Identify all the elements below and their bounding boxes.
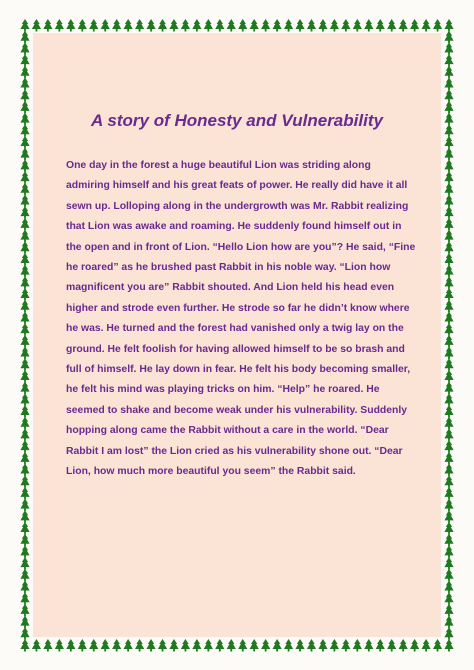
pine-tree-icon — [20, 475, 29, 488]
pine-tree-icon — [353, 639, 362, 652]
pine-tree-icon — [444, 136, 453, 149]
pine-tree-icon — [284, 639, 293, 652]
pine-tree-icon — [295, 639, 304, 652]
pine-tree-icon — [364, 639, 373, 652]
pine-tree-icon — [444, 265, 453, 278]
pine-tree-icon — [444, 89, 453, 102]
pine-tree-icon — [341, 639, 350, 652]
pine-tree-icon — [78, 639, 87, 652]
pine-tree-icon — [341, 19, 350, 32]
pine-tree-icon — [55, 639, 64, 652]
pine-tree-icon — [20, 194, 29, 207]
pine-tree-icon — [89, 19, 98, 32]
pine-tree-icon — [20, 545, 29, 558]
pine-tree-icon — [101, 639, 110, 652]
pine-tree-icon — [444, 487, 453, 500]
pine-tree-icon — [330, 19, 339, 32]
pine-tree-icon — [444, 522, 453, 535]
pine-tree-icon — [66, 639, 75, 652]
pine-tree-icon — [387, 639, 396, 652]
pine-tree-icon — [295, 19, 304, 32]
pine-tree-icon — [20, 206, 29, 219]
pine-tree-icon — [227, 19, 236, 32]
pine-tree-icon — [146, 639, 155, 652]
pine-tree-icon — [32, 639, 41, 652]
pine-tree-icon — [410, 639, 419, 652]
pine-tree-icon — [20, 464, 29, 477]
pine-tree-icon — [20, 66, 29, 79]
pine-tree-icon — [444, 311, 453, 324]
pine-tree-icon — [444, 77, 453, 90]
pine-tree-icon — [444, 569, 453, 582]
pine-tree-icon — [399, 19, 408, 32]
pine-tree-icon — [20, 604, 29, 617]
pine-tree-icon — [135, 19, 144, 32]
pine-tree-icon — [32, 19, 41, 32]
pine-tree-icon — [444, 230, 453, 243]
pine-tree-icon — [238, 639, 247, 652]
pine-tree-icon — [20, 639, 29, 652]
pine-tree-icon — [20, 136, 29, 149]
pine-tree-icon — [353, 19, 362, 32]
pine-tree-icon — [444, 639, 453, 652]
pine-tree-icon — [43, 639, 52, 652]
pine-tree-icon — [112, 639, 121, 652]
pine-tree-icon — [444, 323, 453, 336]
pine-tree-icon — [399, 639, 408, 652]
pine-tree-icon — [444, 171, 453, 184]
pine-tree-icon — [444, 510, 453, 523]
pine-tree-icon — [20, 627, 29, 640]
pine-tree-icon — [444, 428, 453, 441]
pine-tree-icon — [20, 113, 29, 126]
pine-tree-icon — [444, 405, 453, 418]
pine-tree-icon — [20, 440, 29, 453]
pine-tree-icon — [238, 19, 247, 32]
pine-tree-icon — [20, 42, 29, 55]
pine-tree-icon — [215, 19, 224, 32]
pine-tree-icon — [364, 19, 373, 32]
pine-tree-icon — [433, 19, 442, 32]
pine-tree-icon — [20, 370, 29, 383]
pine-tree-icon — [444, 534, 453, 547]
pine-tree-icon — [204, 639, 213, 652]
pine-tree-icon — [444, 499, 453, 512]
pine-tree-icon — [169, 639, 178, 652]
pine-tree-icon — [444, 124, 453, 137]
pine-tree-icon — [181, 639, 190, 652]
pine-tree-icon — [20, 487, 29, 500]
pine-tree-icon — [20, 19, 29, 32]
pine-tree-icon — [20, 230, 29, 243]
pine-tree-icon — [444, 159, 453, 172]
pine-tree-icon — [135, 639, 144, 652]
pine-tree-icon — [20, 300, 29, 313]
pine-tree-icon — [20, 54, 29, 66]
pine-tree-icon — [204, 19, 213, 32]
pine-tree-icon — [89, 639, 98, 652]
pine-tree-icon — [227, 639, 236, 652]
pine-tree-icon — [444, 206, 453, 219]
pine-tree-icon — [20, 101, 29, 114]
pine-tree-icon — [20, 347, 29, 360]
pine-tree-icon — [124, 639, 133, 652]
pine-tree-icon — [124, 19, 133, 32]
pine-tree-icon — [444, 592, 453, 605]
pine-tree-icon — [20, 253, 29, 265]
pine-tree-icon — [444, 616, 453, 629]
pine-tree-icon — [20, 183, 29, 196]
pine-tree-icon — [261, 639, 270, 652]
pine-tree-icon — [444, 241, 453, 254]
pine-tree-icon — [273, 19, 282, 32]
pine-tree-icon — [444, 452, 453, 465]
page-content — [33, 33, 441, 637]
pine-tree-icon — [421, 19, 430, 32]
pine-tree-icon — [20, 452, 29, 465]
pine-tree-icon — [444, 218, 453, 231]
pine-tree-icon — [421, 639, 430, 652]
pine-tree-icon — [20, 405, 29, 418]
pine-tree-icon — [444, 417, 453, 430]
pine-tree-icon — [20, 77, 29, 90]
pine-tree-icon — [444, 101, 453, 114]
pine-tree-icon — [433, 639, 442, 652]
pine-tree-icon — [20, 323, 29, 336]
pine-tree-icon — [444, 19, 453, 32]
pine-tree-icon — [444, 253, 453, 265]
pine-tree-icon — [66, 19, 75, 32]
pine-tree-icon — [444, 42, 453, 55]
pine-tree-icon — [444, 300, 453, 313]
pine-tree-icon — [215, 639, 224, 652]
story-paragraph: One day in the forest a huge beautiful Lion was striding along admiring himself and his great feats of power. He really did have it all sewn up. Lolloping along in the undergrowth was Mr. Rabbit realizing that Lion was awake and roaming. He suddenly found himself out in the open and in front of Lion. “Hello Lion how are you”? He said, “Fine he roared” as he brushed past Rabbit in his noble way. “Lion how magnificent you are” Rabbit shouted. And Lion held his head even higher and strode even further. He strode so far he didn’t know where he was. He turned and the forest had vanished only a twig lay on the ground. He felt foolish for having allowed himself to be so brash and full of himself. He lay down in fear. He felt his body becoming smaller, he felt his mind was playing tricks on him. “Help” he roared. He seemed to shake and become weak under his vulnerability. Suddenly hopping along came the Rabbit without a care in the world. “Dear Rabbit I am lost” the Lion cried as his vulnerability shone out. “Dear Lion, how much more beautiful you seem” the Rabbit said. — [66, 160, 416, 478]
pine-tree-icon — [250, 19, 259, 32]
pine-tree-icon — [158, 639, 167, 652]
pine-tree-icon — [20, 534, 29, 547]
pine-tree-icon — [20, 218, 29, 231]
pine-tree-icon — [20, 522, 29, 535]
pine-tree-icon — [250, 639, 259, 652]
pine-tree-icon — [444, 54, 453, 66]
pine-tree-icon — [20, 592, 29, 605]
pine-tree-icon — [307, 639, 316, 652]
pine-tree-icon — [78, 19, 87, 32]
pine-tree-icon — [307, 19, 316, 32]
pine-tree-icon — [318, 19, 327, 32]
pine-tree-icon — [20, 382, 29, 395]
pine-tree-icon — [20, 557, 29, 570]
pine-tree-icon — [444, 382, 453, 395]
pine-tree-icon — [20, 616, 29, 629]
pine-tree-icon — [20, 265, 29, 278]
pine-tree-icon — [444, 475, 453, 488]
pine-tree-icon — [444, 557, 453, 570]
pine-tree-icon — [20, 148, 29, 161]
pine-tree-icon — [444, 545, 453, 558]
pine-tree-icon — [55, 19, 64, 32]
pine-tree-icon — [444, 288, 453, 301]
pine-tree-icon — [158, 19, 167, 32]
pine-tree-icon — [444, 581, 453, 594]
pine-tree-icon — [444, 31, 453, 44]
pine-tree-icon — [112, 19, 121, 32]
pine-tree-icon — [330, 639, 339, 652]
pine-tree-icon — [444, 148, 453, 161]
pine-tree-icon — [20, 335, 29, 348]
pine-tree-icon — [101, 19, 110, 32]
pine-tree-icon — [20, 124, 29, 137]
pine-tree-icon — [444, 464, 453, 477]
pine-tree-icon — [376, 639, 385, 652]
pine-tree-icon — [444, 194, 453, 207]
pine-tree-icon — [444, 393, 453, 406]
pine-tree-icon — [284, 19, 293, 32]
pine-tree-icon — [20, 89, 29, 102]
pine-tree-icon — [20, 159, 29, 172]
pine-tree-icon — [20, 31, 29, 44]
pine-tree-icon — [20, 311, 29, 324]
pine-tree-icon — [20, 428, 29, 441]
pine-tree-icon — [20, 569, 29, 582]
pine-tree-icon — [318, 639, 327, 652]
pine-tree-icon — [410, 19, 419, 32]
pine-tree-icon — [387, 19, 396, 32]
pine-tree-icon — [444, 358, 453, 371]
pine-tree-icon — [20, 276, 29, 289]
pine-tree-icon — [20, 581, 29, 594]
pine-tree-icon — [20, 288, 29, 301]
pine-tree-icon — [444, 370, 453, 383]
pine-tree-icon — [192, 639, 201, 652]
pine-tree-icon — [169, 19, 178, 32]
pine-tree-icon — [261, 19, 270, 32]
pine-tree-icon — [20, 393, 29, 406]
pine-tree-icon — [444, 276, 453, 289]
pine-tree-icon — [444, 627, 453, 640]
pine-tree-icon — [20, 171, 29, 184]
pine-tree-icon — [146, 19, 155, 32]
pine-tree-icon — [20, 417, 29, 430]
pine-tree-icon — [444, 113, 453, 126]
pine-tree-icon — [20, 241, 29, 254]
pine-tree-icon — [444, 440, 453, 453]
pine-tree-icon — [20, 510, 29, 523]
pine-tree-icon — [444, 66, 453, 79]
pine-tree-icon — [273, 639, 282, 652]
pine-tree-icon — [444, 604, 453, 617]
pine-tree-icon — [444, 183, 453, 196]
pine-tree-icon — [192, 19, 201, 32]
pine-tree-icon — [444, 347, 453, 360]
pine-tree-icon — [43, 19, 52, 32]
pine-tree-icon — [181, 19, 190, 32]
pine-tree-icon — [20, 358, 29, 371]
pine-tree-icon — [376, 19, 385, 32]
pine-tree-icon — [20, 499, 29, 512]
document-title: A story of Honesty and Vulnerability — [91, 111, 383, 130]
pine-tree-icon — [444, 335, 453, 348]
